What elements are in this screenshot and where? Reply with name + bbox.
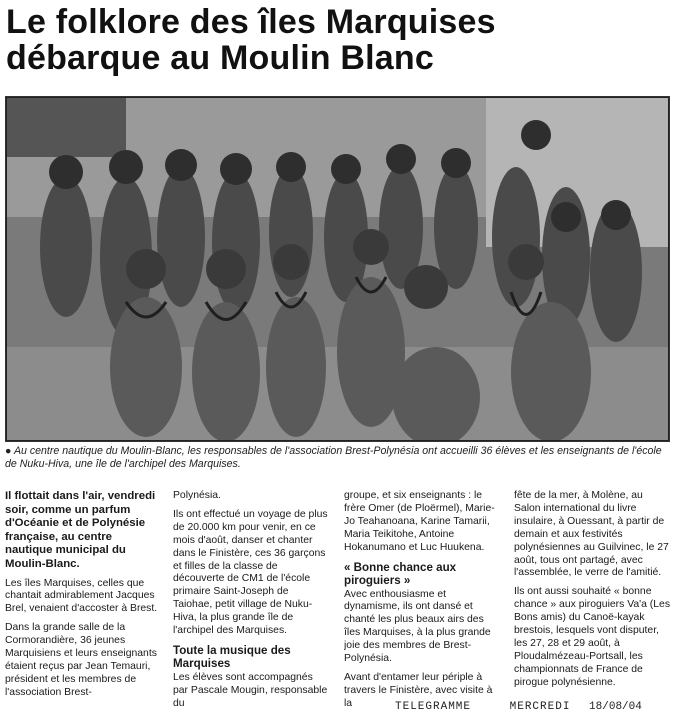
paragraph: Les îles Marquises, celles que chantait admirablement Jacques Brel, venaient d'accoster à Brest. — [5, 577, 158, 615]
article-lead: Il flottait dans l'air, vendredi soir, comme un parfum d'Océanie et de Polynésie française, au centre nautique municipal du Moulin-Blanc. — [5, 490, 156, 570]
source-day: MERCREDI — [509, 701, 571, 713]
handwritten-source-note — [395, 701, 642, 713]
article-column-4 — [514, 490, 670, 712]
article-column-1 — [5, 490, 158, 712]
paragraph: Les élèves sont accompagnés par Pascale Mougin, responsable du — [173, 671, 328, 709]
headline-line-1: Le folklore des îles Marquises — [6, 3, 496, 41]
paragraph: Polynésia. — [173, 490, 221, 501]
source-name: TELEGRAMME — [395, 701, 472, 713]
paragraph: Avec enthousiasme et dynamisme, ils ont dansé et chanté les plus beaux airs des îles Marquises, à la plus grande joie des membres de Brest-Polynésia. — [344, 588, 491, 665]
paragraph: groupe, et six enseignants : le frère Omer (de Ploërmel), Marie-Jo Teahanoana, Karine Tamarii, Maria Teikitohe, Antoine Hokanumano et Luc Huukena. — [344, 490, 495, 553]
paragraph: Ils ont effectué un voyage de plus de 20.000 km pour venir, en ce mois d'août, danser et chanter dans le Finistère, ces 36 garçons et filles de la classe de découverte de CM1 de l'école primaire Saint-Joseph de Taiohae, petit village de Nuku-Hiva, la plus grande île de l'archipel des Marquises. — [173, 508, 328, 637]
paragraph: Avant d'entamer leur périple à travers le Finistère, avec visite à la — [344, 671, 493, 709]
paragraph: Ils ont aussi souhaité « bonne chance » aux piroguiers Va'a (Les Bons amis) du Canoë-kayak brestois, lesquels vont disputer, les 27, 28 et 29 août, à Ploudalmézeau-Portsall, les championnats de France de pirogue polynésienne. — [514, 586, 670, 688]
group-photo-illustration — [6, 97, 669, 441]
article-column-3 — [344, 490, 499, 712]
photo-caption: ● Au centre nautique du Moulin-Blanc, les responsables de l'association Brest-Polynésia ont accueilli 36 élèves et les enseignants de l'école de Nuku-Hiva, une île de l'archipel des Marquises. — [5, 445, 662, 470]
headline — [6, 4, 666, 76]
subheading: Toute la musique des Marquises — [173, 643, 291, 670]
article-column-2 — [173, 490, 330, 712]
subheading: « Bonne chance aux piroguiers » — [344, 560, 457, 587]
paragraph: Dans la grande salle de la Cormorandière, 36 jeunes Marquisiens et leurs enseignants étaient reçus par Jean Temauri, président et les membres de l'association Brest- — [5, 622, 157, 698]
source-date: 18/08/04 — [589, 701, 642, 713]
headline-line-2: débarque au Moulin Blanc — [6, 39, 434, 77]
paragraph: fête de la mer, à Molène, au Salon international du livre insulaire, à Ouessant, à partir de demain et aux festivités polynésiennes au Guilvinec, le 27 août, tous ont partagé, avec l'assemblée, le verre de l'amitié. — [514, 490, 669, 579]
group-photo — [5, 96, 670, 442]
